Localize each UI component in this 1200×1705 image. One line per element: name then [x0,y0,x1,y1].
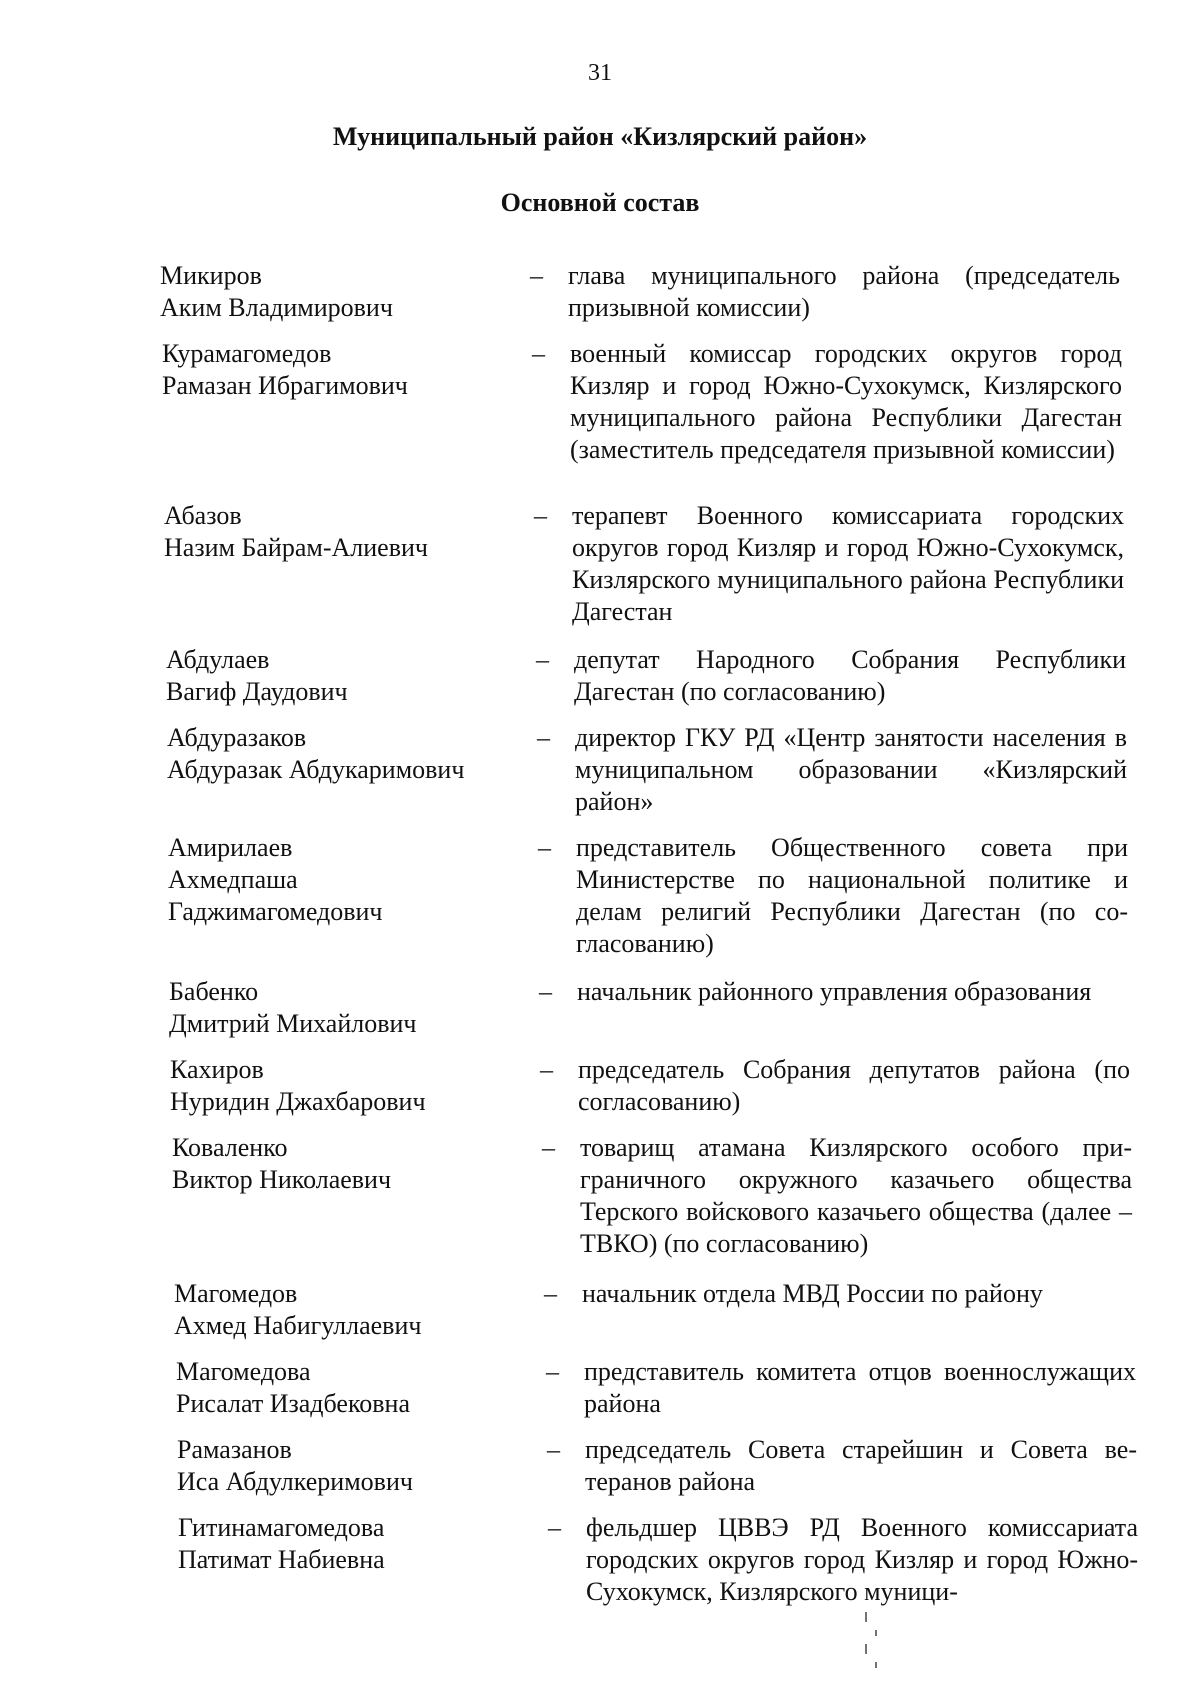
member-given-name: Вагиф Даудович [166,677,348,706]
member-role: представитель комитета отцов военнослужащих района [584,1357,1136,1418]
member-surname: Рамазанов [177,1435,292,1464]
dash-separator: – [544,1279,557,1308]
member-name [174,1278,534,1342]
dash-separator: – [536,645,549,674]
member-surname: Курамагомедов [162,339,332,368]
dash-separator: – [532,339,545,368]
dash-separator: – [534,501,547,530]
member-given-name: Аким Владимирович [160,293,393,322]
member-name [176,1356,536,1420]
member-role: терапевт Военного комиссариата городских округов город Кизляр и город Южно-Сухокумск, Кизлярского муниципального района Республики Дагестан [572,501,1124,626]
member-surname: Магомедов [174,1279,298,1308]
member-given-name: Ахмедпаша [168,865,298,894]
dash-separator: – [538,833,551,862]
dash-separator: – [546,1357,559,1386]
member-role: глава муниципального района (председатель призывной комиссии) [568,261,1120,322]
dash-separator: – [542,1133,555,1162]
member-surname: Микиров [160,261,262,290]
member-name [164,500,524,564]
member-role: депутат Народного Собрания Республики Дагестан (по согласованию) [574,645,1126,706]
member-role: начальник отдела МВД России по району [582,1279,1043,1308]
dash-separator: – [548,1513,561,1542]
member-name [166,644,526,708]
dash-separator: – [537,723,550,752]
dash-separator: – [547,1435,560,1464]
member-given-name: Ахмед Набигуллаевич [174,1311,422,1340]
member-given-name: Иса Абдулкеримович [177,1467,413,1496]
member-given-name: Нуридин Джахбарович [170,1087,426,1116]
member-given-name: Назим Байрам-Алиевич [164,533,428,562]
member-name [172,1132,532,1196]
member-surname: Бабенко [169,977,259,1006]
member-role: начальник районного управления образования [577,977,1092,1006]
member-name [167,722,527,786]
member-name [177,1434,537,1498]
document-title: Муниципальный район «Кизлярский район» [332,122,868,151]
member-given-name: Рамазан Ибрагимович [162,371,408,400]
member-given-name: Патимат Набиевна [178,1545,385,1574]
member-role: председатель Собрания депутатов района (по согласованию) [578,1055,1130,1116]
dash-separator: – [540,1055,553,1084]
member-given-name: Рисалат Изадбековна [176,1389,410,1418]
member-patronymic: Гаджимагомедович [168,897,383,926]
member-surname: Абазов [164,501,242,530]
section-subtitle: Основной состав [500,188,700,217]
member-surname: Коваленко [172,1133,288,1162]
member-surname: Кахиров [170,1055,264,1084]
member-given-name: Виктор Николаевич [172,1165,392,1194]
member-role: представитель Общественного совета при Министерстве по национальной политике и делам религий Республики Дагестан (по согласованию) [576,833,1128,958]
member-surname: Амирилаев [168,833,293,862]
member-role: фельдшер ЦВВЭ РД Военного комиссариата городских округов город Кизляр и город Южно-Сухокумск, Кизлярского муници- [586,1513,1138,1606]
member-name [170,1054,530,1118]
scan-artifact-marks [862,1610,892,1680]
member-name [168,832,528,928]
member-name [162,338,522,402]
member-role: товарищ атамана Кизлярского особого приграничного окружного казачьего общества Терского войскового казачьего общества (далее – ТВКО) (по согласованию) [580,1133,1132,1258]
member-surname: Абдуразаков [167,723,307,752]
member-role: председатель Совета старейшин и Совета ветеранов района [585,1435,1137,1496]
member-surname: Магомедова [176,1357,311,1386]
member-name [178,1512,538,1576]
dash-separator: – [530,261,543,290]
member-role: военный комиссар городских округов город Кизляр и город Южно-Сухокумск, Кизлярского муниципального района Республики Дагестан (заместитель председателя призывной комиссии) [570,339,1122,464]
member-surname: Гитинамагомедова [178,1513,385,1542]
member-name [169,976,529,1040]
member-role: директор ГКУ РД «Центр занятости населения в муниципальном образовании «Кизлярский район» [575,723,1127,816]
member-surname: Абдулаев [166,645,270,674]
member-given-name: Дмитрий Михайлович [169,1009,417,1038]
dash-separator: – [539,977,552,1006]
member-name [160,260,520,324]
page-number: 31 [588,60,612,86]
member-given-name: Абдуразак Абдукаримович [167,755,465,784]
